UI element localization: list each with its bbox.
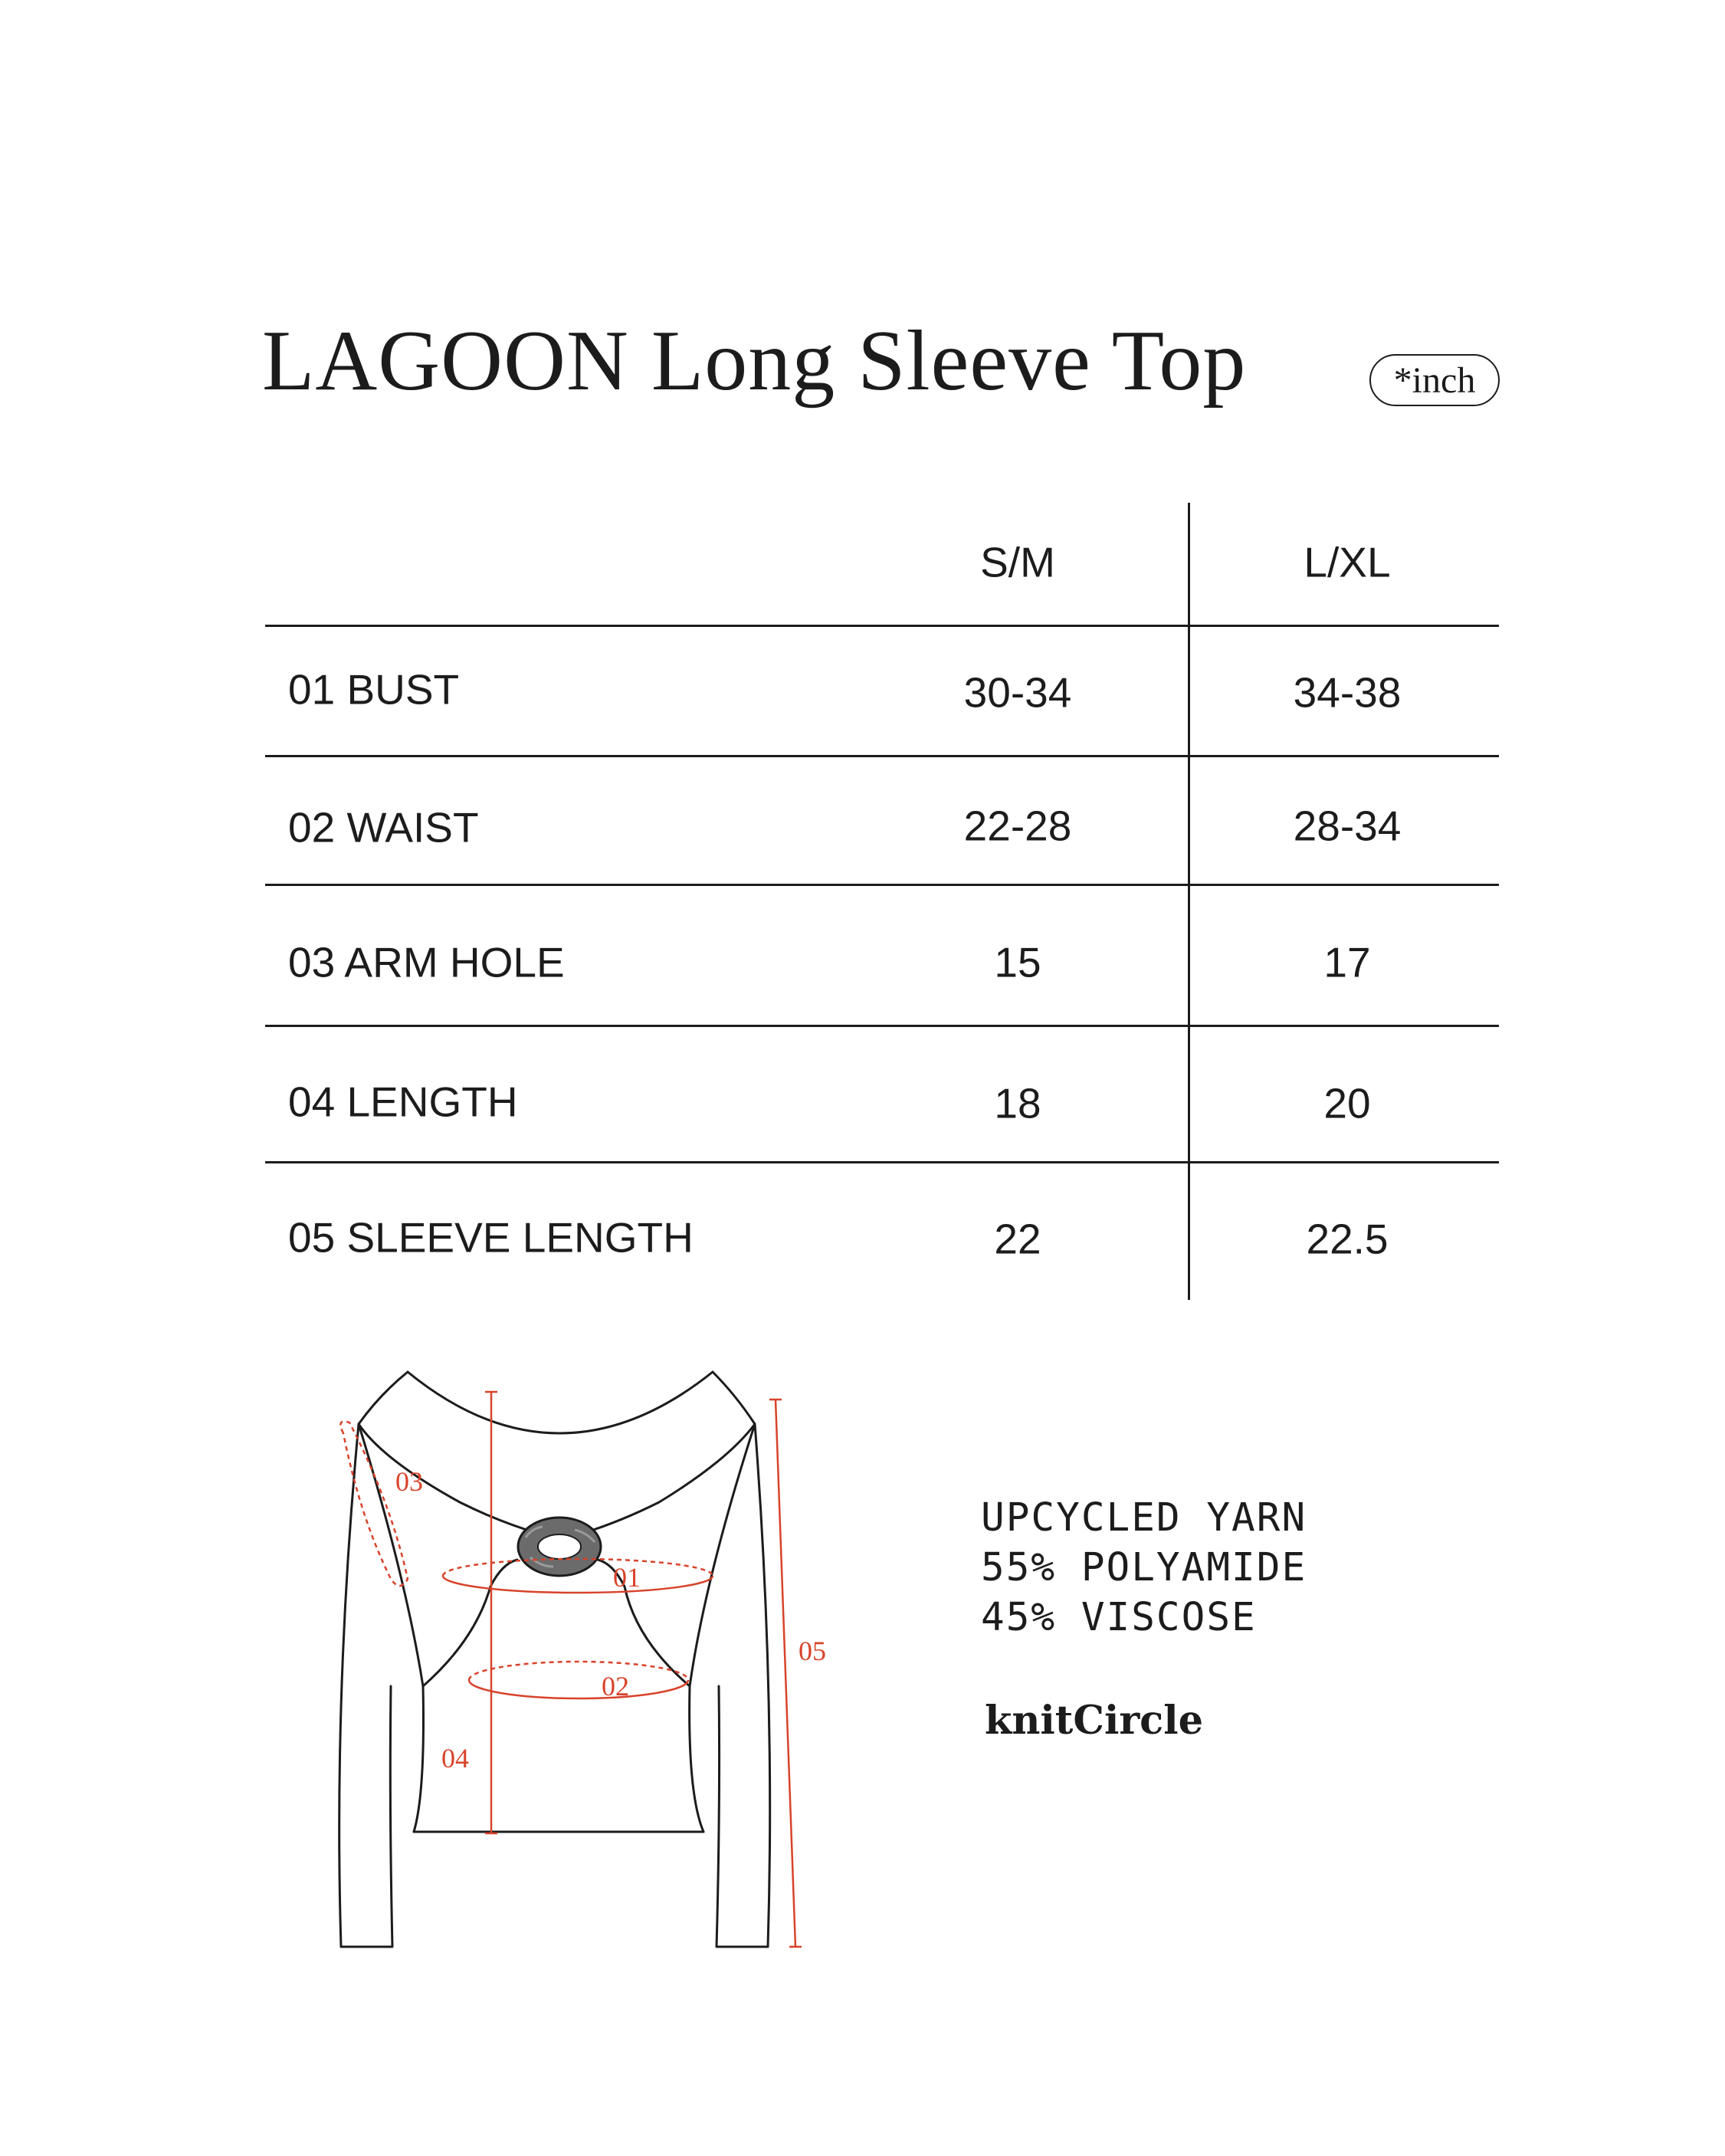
row-label-arm-hole: 03 ARM HOLE [288, 938, 565, 986]
label-03: 03 [395, 1466, 423, 1497]
garment-outline [339, 1372, 770, 1947]
column-header-sm: S/M [980, 538, 1055, 586]
column-header-lxl: L/XL [1304, 538, 1391, 586]
row-label-length: 04 LENGTH [288, 1078, 518, 1126]
row-label-waist: 02 WAIST [288, 803, 479, 852]
ring-hardware [518, 1518, 601, 1576]
table-row-divider [265, 1161, 1499, 1163]
label-05: 05 [799, 1636, 826, 1666]
label-04: 04 [441, 1743, 469, 1774]
material-line-2: 55% POLYAMIDE [981, 1545, 1307, 1590]
cell-sleeve-length-sm: 22 [994, 1215, 1041, 1263]
material-line-1: UPCYCLED YARN [981, 1495, 1307, 1541]
cell-bust-lxl: 34-38 [1293, 668, 1402, 717]
cell-length-lxl: 20 [1323, 1079, 1371, 1127]
row-label-bust: 01 BUST [288, 665, 460, 714]
garment-diagram [307, 1349, 858, 1962]
cell-waist-lxl: 28-34 [1293, 802, 1402, 850]
cell-arm-hole-sm: 15 [994, 938, 1041, 986]
table-row-divider [265, 884, 1499, 886]
unit-badge: *inch [1369, 354, 1500, 406]
cell-waist-sm: 22-28 [963, 802, 1072, 850]
label-01: 01 [613, 1562, 641, 1593]
table-column-divider [1188, 503, 1190, 1300]
table-row-divider [265, 755, 1499, 757]
brand-name: knitCircle [985, 1698, 1204, 1744]
cell-arm-hole-lxl: 17 [1323, 938, 1371, 986]
size-table [265, 503, 1499, 1300]
label-02: 02 [602, 1671, 629, 1702]
cell-bust-sm: 30-34 [963, 668, 1072, 717]
material-line-3: 45% VISCOSE [981, 1595, 1257, 1640]
product-title: LAGOON Long Sleeve Top [262, 313, 1247, 409]
row-label-sleeve-length: 05 SLEEVE LENGTH [288, 1213, 694, 1262]
cell-sleeve-length-lxl: 22.5 [1306, 1215, 1389, 1263]
cell-length-sm: 18 [994, 1079, 1041, 1127]
table-header-divider [265, 625, 1499, 627]
table-row-divider [265, 1025, 1499, 1027]
material-info [981, 1493, 1307, 1642]
